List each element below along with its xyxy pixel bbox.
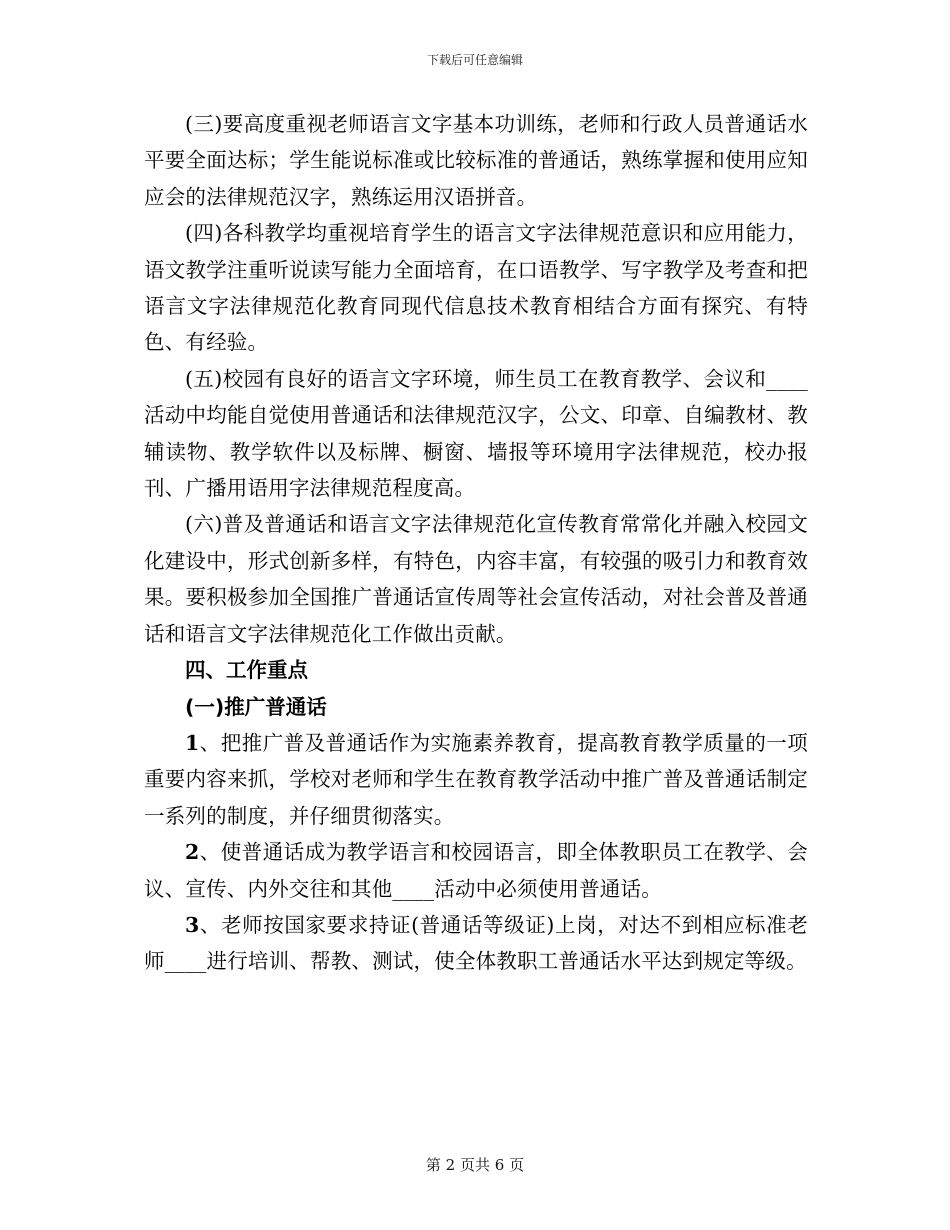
paragraph-3: (三)要高度重视老师语言文字基本功训练，老师和行政人员普通话水平要全面达标；学生能说标准或比较标准的普通话，熟练掌握和使用应知应会的法律规范汉字，熟练运用汉语拼音。: [144, 112, 808, 209]
document-body: [144, 106, 808, 980]
paragraph-6: (六)普及普通话和语言文字法律规范化宣传教育常常化并融入校园文化建设中，形式创新多样，有特色，内容丰富，有较强的吸引力和教育效果。要积极参加全国推广普通话宣传周等社会宣传活动，对社会普及普通话和语言文字法律规范化工作做出贡献。: [144, 512, 808, 646]
item-number: 1: [185, 730, 200, 755]
section-heading: 四、工作重点: [185, 658, 308, 683]
paragraph-4: (四)各科教学均重视培育学生的语言文字法律规范意识和应用能力，语文教学注重听说读写能力全面培育，在口语教学、写字教学及考查和把语言文字法律规范化教育同现代信息技术教育相结合方面有探究、有特色、有经验。: [144, 221, 808, 355]
subsection-heading: (一)推广普通话: [185, 694, 327, 719]
list-item: [144, 907, 808, 980]
list-item: [144, 834, 808, 907]
list-item: [144, 725, 808, 834]
item-text: 、使普通话成为教学语言和校园语言，即全体教职员工在教学、会议、宣传、内外交往和其他____活动中必须使用普通话。: [144, 840, 808, 901]
page-footer: 第 2 页共 6 页: [425, 1156, 525, 1174]
item-text: 、把推广普及普通话作为实施素养教育，提高教育教学质量的一项重要内容来抓，学校对老师和学生在教育教学活动中推广普及普通话制定一系列的制度，并仔细贯彻落实。: [144, 730, 808, 828]
page-header: 下载后可任意编辑: [426, 53, 523, 67]
item-text: 、老师按国家要求持证(普通话等级证)上岗，对达不到相应标准老师____进行培训、帮教、测试，使全体教职工普通话水平达到规定等级。: [144, 912, 808, 974]
item-number: 3: [185, 912, 200, 937]
paragraph-5: (五)校园有良好的语言文字环境，师生员工在教育教学、会议和____活动中均能自觉使用普通话和法律规范汉字，公文、印章、自编教材、教辅读物、教学软件以及标牌、橱窗、墙报等环境用字法律规范，校办报刊、广播用语用字法律规范程度高。: [144, 366, 808, 501]
item-number: 2: [185, 840, 200, 865]
